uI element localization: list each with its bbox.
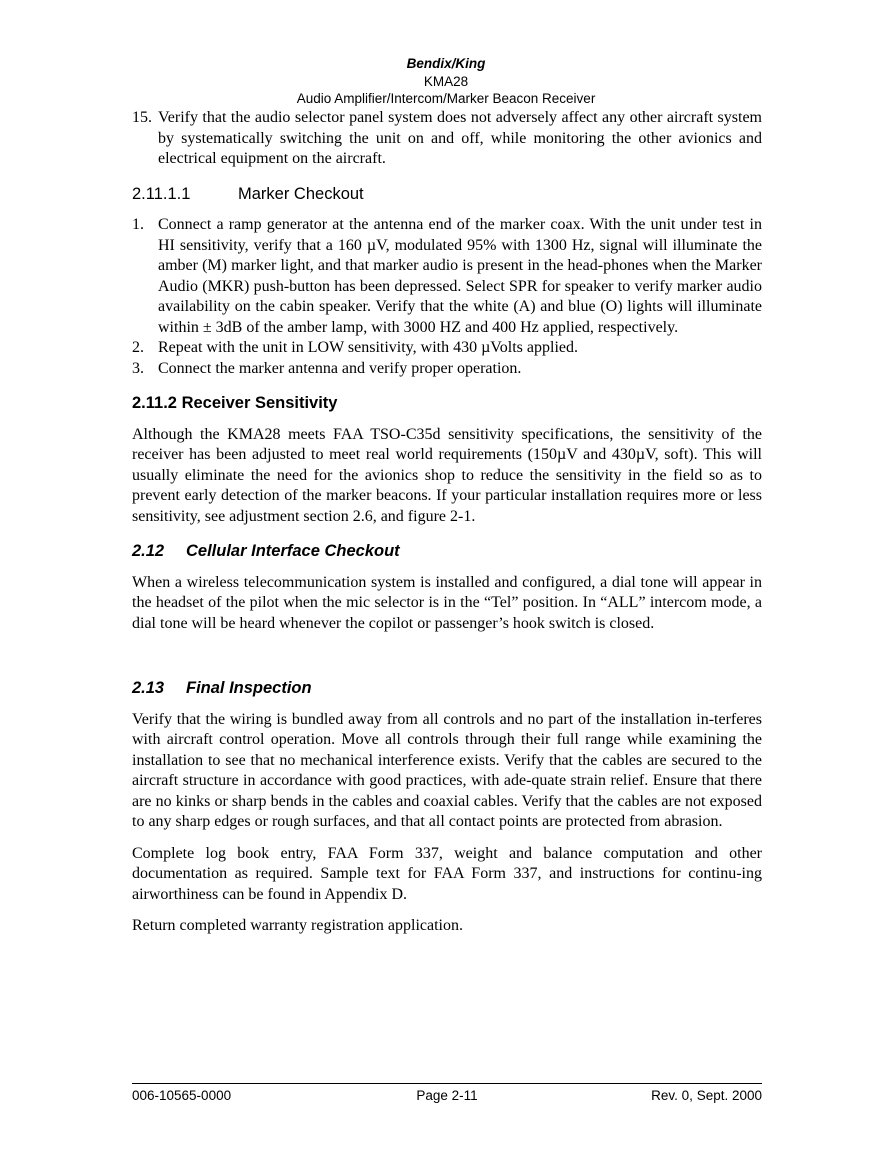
section-heading-cellular: [132, 541, 762, 562]
marker-checkout-steps: [132, 215, 762, 379]
footer-page-number: Page 2-11: [416, 1088, 478, 1103]
section-number: 2.12: [132, 542, 165, 560]
header-model: KMA28: [423, 74, 469, 89]
step-number: 15.: [132, 109, 152, 126]
list-item: [132, 338, 762, 359]
section-heading-marker-checkout: [132, 184, 762, 205]
list-item: [132, 108, 762, 170]
final-inspection-paragraph-3: Return completed warranty registration application.: [132, 917, 463, 934]
step-text: Connect a ramp generator at the antenna end of the marker coax. With the unit under test in HI sensitivity, verify that a 160 µV, modulated 95% with 1300 Hz, signal will illuminate the amber (M) marker light, and that marker audio is present in the head-phones when the Marker Audio (MKR) push-button has been depressed. Select SPR for speaker to verify marker audio availability on the cabin speaker. Verify that the white (A) and blue (O) lights will illuminate within ± 3dB of the amber lamp, with 3000 HZ and 400 Hz applied, respectively.: [158, 216, 762, 336]
section-heading-final-inspection: [132, 678, 762, 699]
receiver-sensitivity-paragraph: Although the KMA28 meets FAA TSO-C35d sensitivity specifications, the sensitivity of the receiver has been adjusted to meet real world requirements (150µV and 430µV, soft). This will usually eliminate the need for the avionics shop to reduce the sensitivity in the field so as to prevent early detection of the marker beacons. If your particular installation requires more or less sensitivity, see adjustment section 2.6, and figure 2-1.: [132, 425, 762, 525]
section-number: 2.13: [132, 679, 165, 697]
list-item: [132, 359, 762, 380]
step-text: Connect the marker antenna and verify proper operation.: [158, 359, 522, 377]
footer-divider: [132, 1083, 762, 1084]
list-item: [132, 215, 762, 338]
page-content: [132, 108, 762, 948]
step-text: Verify that the audio selector panel system does not adversely affect any other aircraft system by systematically switching the unit on and off, while monitoring the other avionics and electrical equipment on the aircraft.: [158, 109, 762, 167]
continued-steps: [132, 108, 762, 170]
section-title: Receiver Sensitivity: [181, 394, 338, 412]
footer-doc-number: 006-10565-0000: [132, 1088, 232, 1103]
step-number: 1.: [132, 216, 144, 233]
section-title: Cellular Interface Checkout: [186, 542, 400, 560]
section-heading-receiver-sensitivity: [132, 393, 762, 414]
header-brand: Bendix/King: [406, 56, 486, 71]
footer-revision: Rev. 0, Sept. 2000: [651, 1088, 762, 1103]
final-inspection-paragraph-2: Complete log book entry, FAA Form 337, weight and balance computation and other documentation as required. Sample text for FAA Form 337, and instructions for continu-ing airworthiness can be found in Appendix D.: [132, 844, 762, 903]
section-number: 2.11.2: [132, 394, 177, 412]
section-number: 2.11.1.1: [132, 184, 191, 203]
final-inspection-paragraph-1: Verify that the wiring is bundled away from all controls and no part of the installation in-terferes with aircraft control operation. Move all controls through their full range while examining the installation to see that no mechanical interference exists. Verify that the cables are secured to the aircraft structure in accordance with good practices, with ade-quate strain relief. Ensure that there are no kinks or sharp bends in the cables and coaxial cables. Verify that the cables are not exposed to any sharp edges or rough surfaces, and that all contact points are protected from abrasion.: [132, 710, 762, 830]
step-number: 3.: [132, 359, 144, 377]
section-title: Marker Checkout: [238, 184, 364, 203]
step-number: 2.: [132, 339, 144, 356]
cellular-paragraph: When a wireless telecommunication system is installed and configured, a dial tone will appear in the headset of the pilot when the mic selector is in the “Tel” position. In “ALL” intercom mode, a dial tone will be heard whenever the copilot or passenger’s hook switch is closed.: [132, 573, 762, 632]
header-description: Audio Amplifier/Intercom/Marker Beacon Receiver: [296, 91, 596, 106]
step-text: Repeat with the unit in LOW sensitivity, with 430 µVolts applied.: [158, 339, 578, 356]
section-title: Final Inspection: [186, 679, 312, 697]
